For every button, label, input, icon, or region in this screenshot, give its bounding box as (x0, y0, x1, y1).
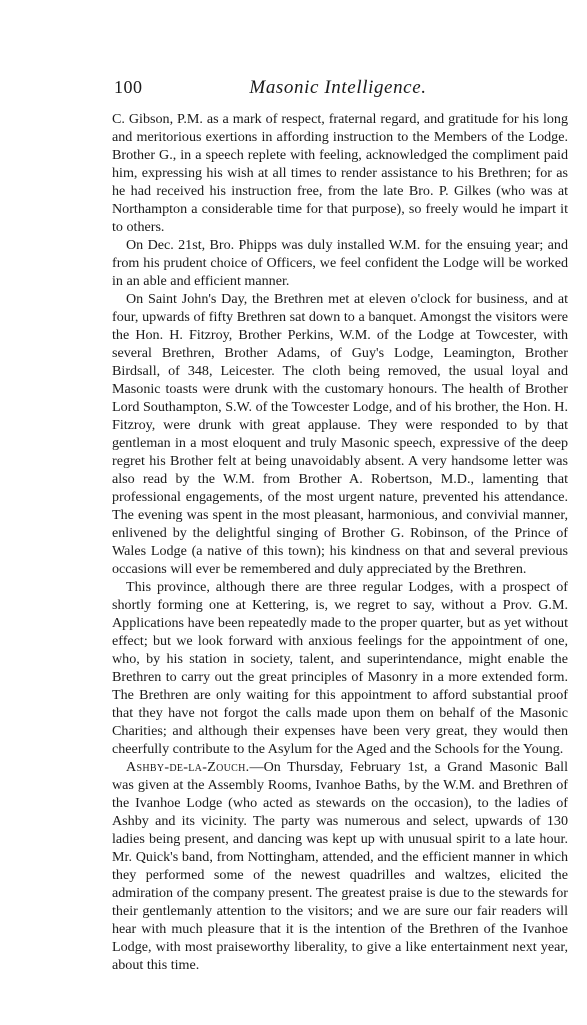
paragraph-gibson-tribute: C. Gibson, P.M. as a mark of respect, fraternal regard, and gratitude for his long and meritorious exertions in affording instruction to the Members of the Lodge. Brother G., in a speech replete with feeling, acknowledged the compliment paid him, expressing his wish at all times to render assistance to his Brethren; for as he had received his instruction free, from the late Bro. P. Gilkes (who was at Northampton a considerable time for that purpose), so freely would he impart it to others. (112, 111, 568, 235)
paragraph-phipps-installation: On Dec. 21st, Bro. Phipps was duly installed W.M. for the ensuing year; and from his prudent choice of Officers, we feel confident the Lodge will be worked in an able and efficient manner. (112, 237, 568, 289)
running-title: Masonic Intelligence. (249, 77, 427, 98)
page-number: 100 (114, 77, 143, 97)
paragraph-ashby-ball (112, 758, 568, 974)
place-heading-ashby: Ashby-de-la-Zouch. (126, 759, 250, 775)
paragraph-province: This province, although there are three regular Lodges, with a prospect of shortly forming one at Kettering, is, we regret to say, without a Prov. G.M. Applications have been repeatedly made to the proper quarter, but as yet without effect; but we look forward with anxious feelings for the appointment of one, who, by his station in society, talent, and superintendance, might enable the Brethren to carry out the great principles of Masonry in a more extended form. The Brethren are only waiting for this appointment to afford substantial proof that they have not forgot the calls made upon them on behalf of the Masonic Charities; and although their expenses have been very great, they would then cheerfully contribute to the Asylum for the Aged and the Schools for the Young. (112, 579, 568, 757)
page-header (108, 77, 568, 101)
ashby-ball-text: —On Thursday, February 1st, a Grand Masonic Ball was given at the Assembly Rooms, Ivanhoe Baths, by the W.M. and Brethren of the Ivanhoe Lodge (who acted as stewards on the occasion), to the ladies of Ashby and its vicinity. The party was numerous and select, upwards of 130 ladies being present, and dancing was kept up with unusual spirit to a late hour. Mr. Quick's band, from Nottingham, attended, and the efficient manner in which they performed some of the newest quadrilles and waltzes, elicited the admiration of the company present. The greatest praise is due to the stewards for their gentlemanly attention to the visitors; and we are sure our fair readers will hear with much pleasure that it is the intention of the Brethren of the Ivanhoe Lodge, with most praiseworthy liberality, to give a like entertainment next year, about this time. (112, 759, 568, 973)
paragraph-saint-johns-day: On Saint John's Day, the Brethren met at eleven o'clock for business, and at four, upwards of fifty Brethren sat down to a banquet. Amongst the visitors were the Hon. H. Fitzroy, Brother Perkins, W.M. of the Lodge at Towcester, with several Brethren, Brother Adams, of Guy's Lodge, Leamington, Brother Birdsall, of 348, Leicester. The cloth being removed, the usual loyal and Masonic toasts were drunk with the customary honours. The health of Brother Lord Southampton, S.W. of the Towcester Lodge, and of his brother, the Hon. H. Fitzroy, were drunk with great applause. They were responded to by that gentleman in a most eloquent and truly Masonic speech, expressive of the deep regret his Brother felt at being unavoidably absent. A very handsome letter was also read by the W.M. from Brother A. Robertson, M.D., lamenting that professional engagements, of the most urgent nature, prevented his attendance. The evening was spent in the most pleasant, harmonious, and convivial manner, enlivened by the delightful singing of Brother G. Robinson, of the Prince of Wales Lodge (a native of this town); his kindness on that and several previous occasions will ever be remembered and duly appreciated by the Brethren. (112, 291, 568, 577)
article-body (112, 110, 568, 974)
